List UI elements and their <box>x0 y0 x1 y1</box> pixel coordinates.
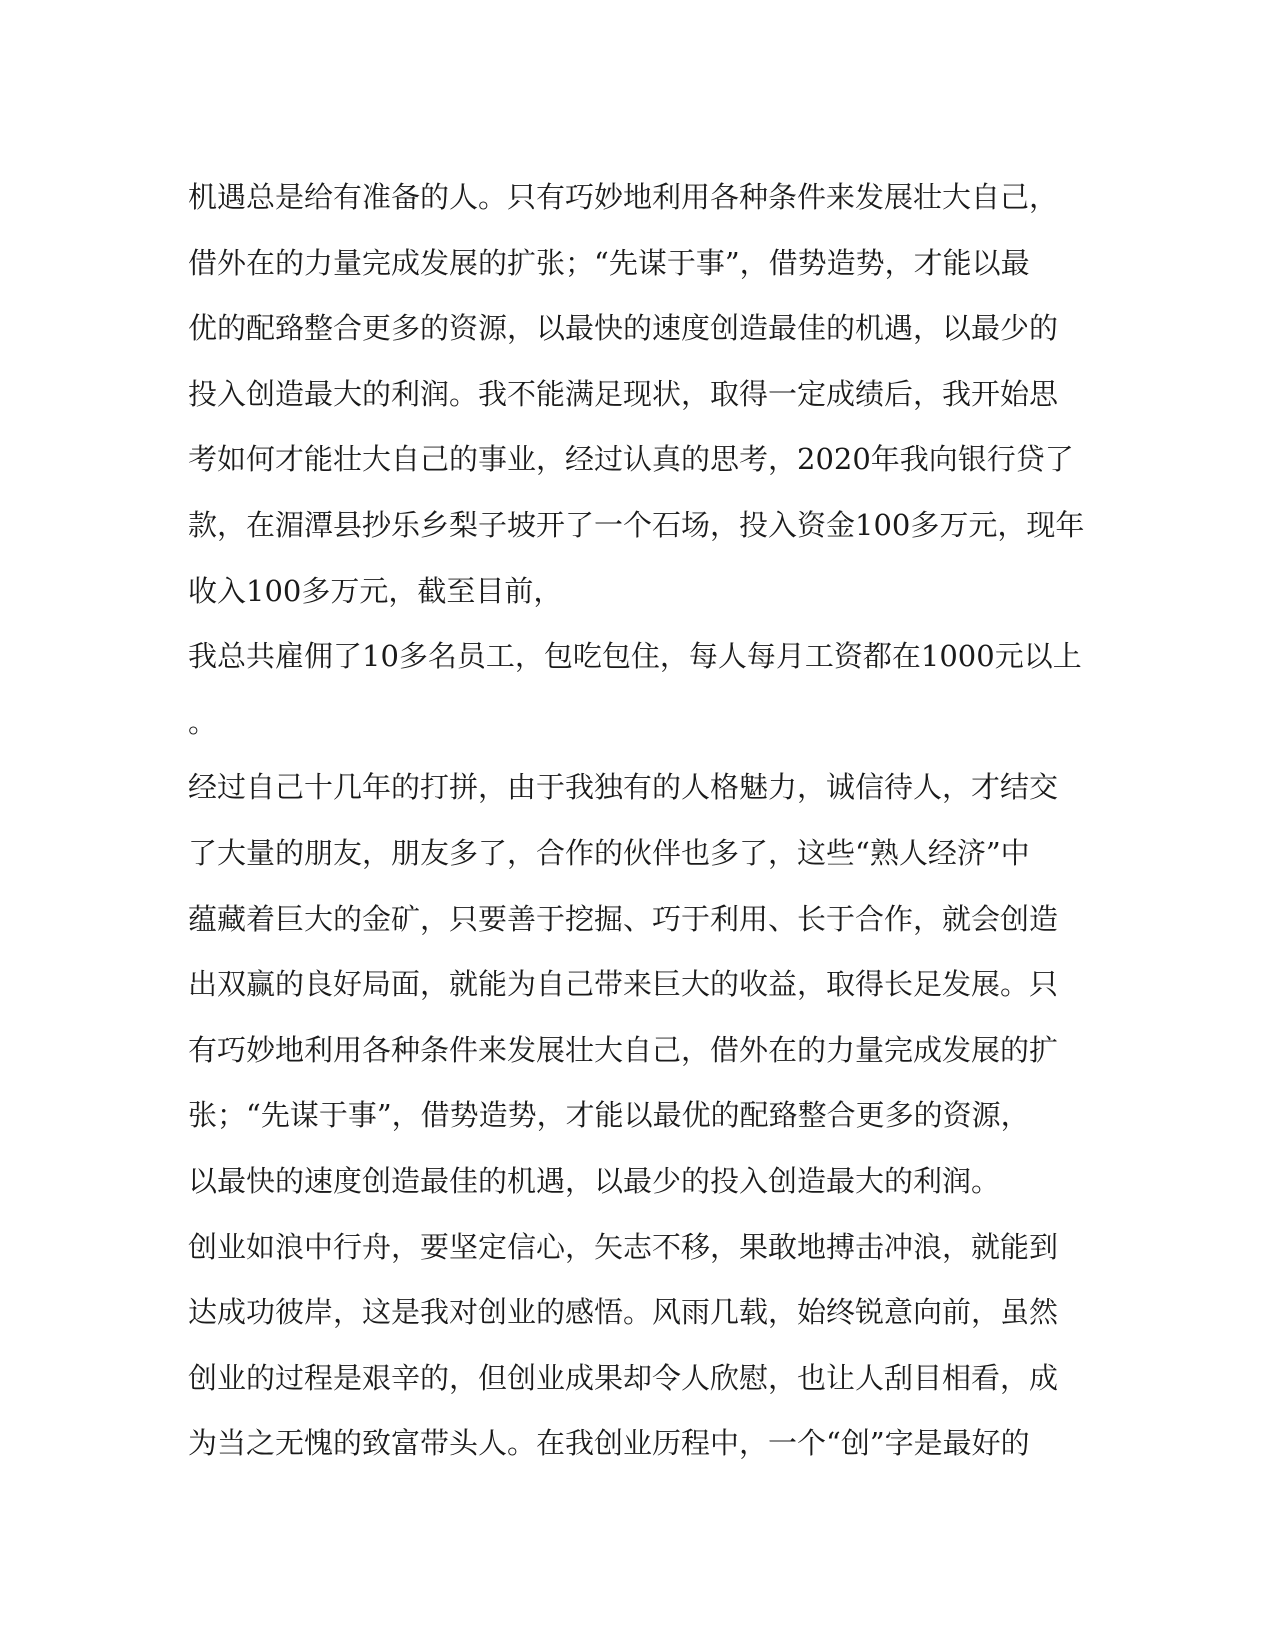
text-line: 蕴藏着巨大的金矿，只要善于挖掘、巧于利用、长于合作，就会创造 <box>188 901 1059 936</box>
text-line: 出双赢的良好局面，就能为自己带来巨大的收益，取得长足发展。只 <box>188 967 1059 1002</box>
text-line: 考如何才能壮大自己的事业，经过认真的思考，2020年我向银行贷了 <box>188 442 1074 477</box>
text-line: 我总共雇佣了10多名员工，包吃包住，每人每月工资都在1000元以上 <box>188 639 1082 674</box>
body-text <box>188 171 1088 1483</box>
text-line: 。 <box>188 704 218 739</box>
text-line: 收入100多万元，截至目前， <box>188 573 563 608</box>
text-line: 机遇总是给有准备的人。只有巧妙地利用各种条件来发展壮大自己， <box>188 180 1059 214</box>
text-line: 张；“先谋于事”，借势造势，才能以最优的配臵整合更多的资源， <box>188 1098 1030 1133</box>
text-line: 达成功彼岸，这是我对创业的感悟。风雨几载，始终锐意向前，虽然 <box>188 1295 1059 1330</box>
text-line: 优的配臵整合更多的资源，以最快的速度创造最佳的机遇，以最少的 <box>188 311 1059 346</box>
text-line: 投入创造最大的利润。我不能满足现状，取得一定成绩后，我开始思 <box>188 376 1059 411</box>
text-line: 有巧妙地利用各种条件来发展壮大自己，借外在的力量完成发展的扩 <box>188 1032 1059 1067</box>
text-line: 创业如浪中行舟，要坚定信心，矢志不移，果敢地搏击冲浪，就能到 <box>188 1229 1059 1264</box>
text-line: 借外在的力量完成发展的扩张；“先谋于事”，借势造势，才能以最 <box>188 245 1030 280</box>
text-line: 了大量的朋友，朋友多了，合作的伙伴也多了，这些“熟人经济”中 <box>188 835 1030 870</box>
text-line: 为当之无愧的致富带头人。在我创业历程中，一个“创”字是最好的 <box>188 1426 1030 1461</box>
text-line: 以最快的速度创造最佳的机遇，以最少的投入创造最大的利润。 <box>188 1163 1001 1198</box>
text-line: 款，在湄潭县抄乐乡梨子坡开了一个石场，投入资金100多万元，现年 <box>188 507 1085 542</box>
text-line: 经过自己十几年的打拼，由于我独有的人格魅力，诚信待人，才结交 <box>188 770 1059 805</box>
text-line: 创业的过程是艰辛的，但创业成果却令人欣慰，也让人刮目相看，成 <box>188 1360 1059 1395</box>
